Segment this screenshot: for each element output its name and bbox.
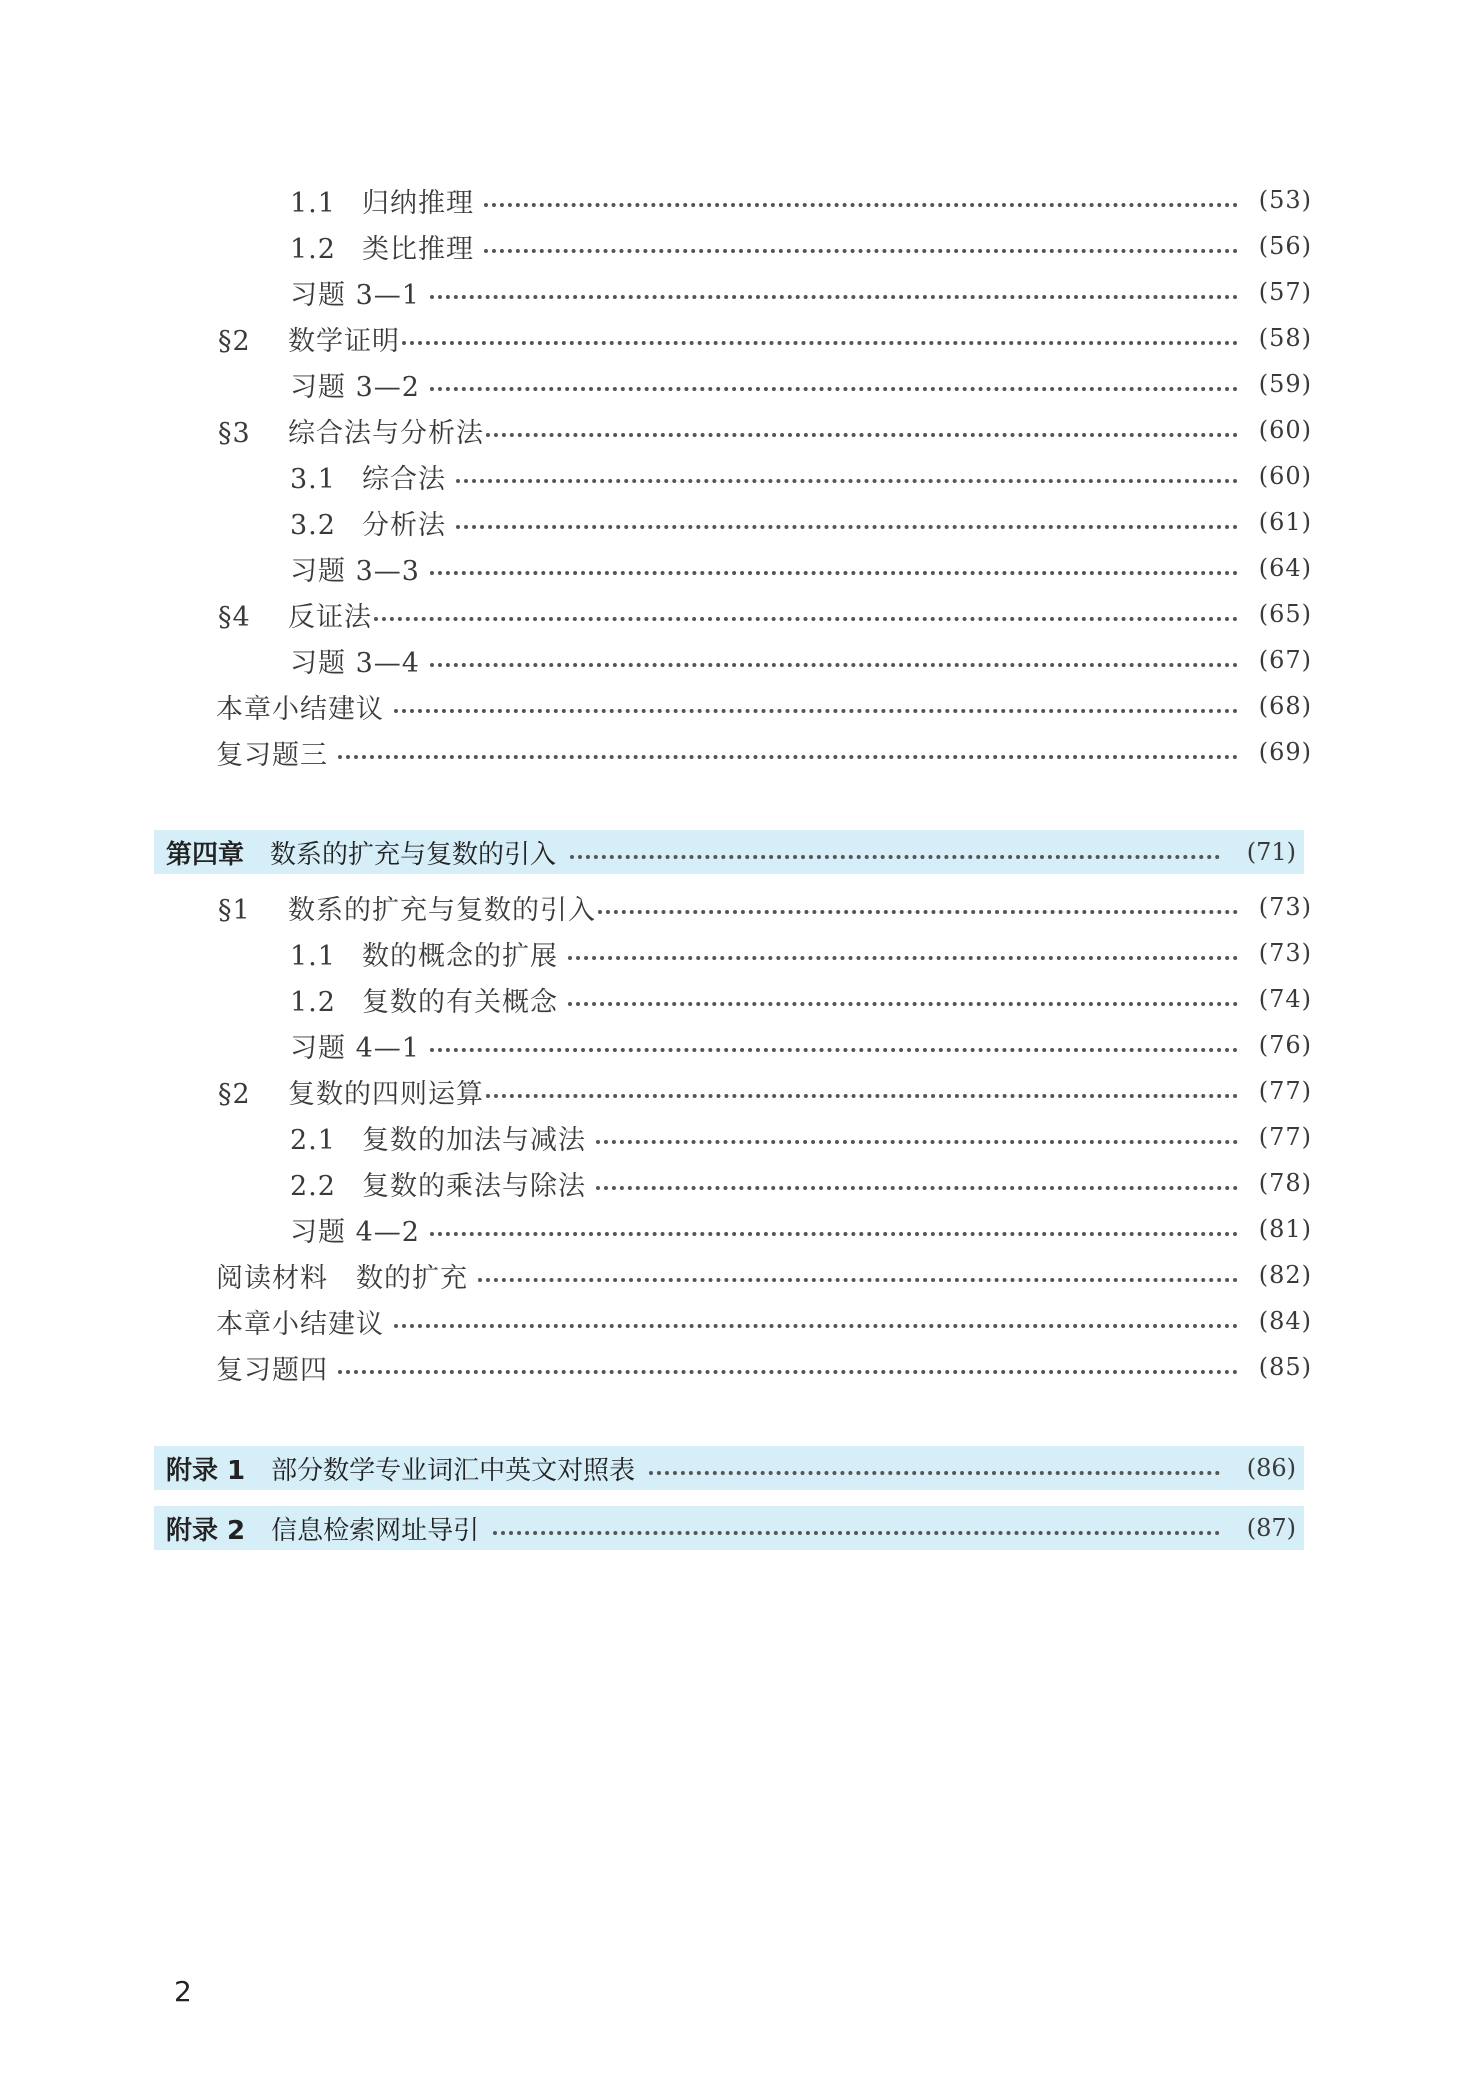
appendix-title: 信息检索网址导引	[271, 1515, 480, 1546]
toc-entry-page: (67)	[1258, 646, 1312, 674]
dot-leader	[484, 247, 1238, 253]
toc-entry-number: 3.1	[290, 463, 336, 495]
toc-entry	[290, 548, 1312, 588]
appendix-page: (86)	[1246, 1454, 1296, 1482]
toc-entry-page: (77)	[1258, 1123, 1312, 1151]
appendix-tag: 附录 1	[166, 1455, 246, 1486]
dot-leader	[486, 431, 1238, 437]
toc-entry-page: (64)	[1258, 554, 1312, 582]
toc-entry-title: 数学证明	[288, 325, 400, 357]
toc-entry-page: (76)	[1258, 1031, 1312, 1059]
dot-leader	[430, 385, 1238, 391]
toc-entry	[216, 686, 1312, 726]
toc-entry	[218, 594, 1312, 634]
toc-entry-page: (74)	[1258, 985, 1312, 1013]
appendix-heading	[154, 1446, 1304, 1490]
toc-entry-title: 习题 3—4	[290, 647, 420, 679]
toc-entry	[290, 456, 1312, 496]
toc-entry	[216, 1301, 1312, 1341]
toc-entry-page: (82)	[1258, 1261, 1312, 1289]
appendix-page: (87)	[1246, 1514, 1296, 1542]
toc-entry-page: (77)	[1258, 1077, 1312, 1105]
toc-entry-title: 本章小结建议	[216, 693, 384, 725]
toc-entry-title: 综合法	[362, 463, 446, 495]
toc-entry	[290, 1117, 1312, 1157]
toc-entry-page: (65)	[1258, 600, 1312, 628]
toc-entry-page: (69)	[1258, 738, 1312, 766]
appendix-title: 部分数学专业词汇中英文对照表	[271, 1455, 636, 1486]
toc-entry-page: (58)	[1258, 324, 1312, 352]
toc-entry-title: 数的概念的扩展	[362, 940, 558, 972]
toc-entry-title: 习题 3—1	[290, 279, 420, 311]
toc-entry-title: 分析法	[362, 509, 446, 541]
toc-entry-page: (57)	[1258, 278, 1312, 306]
dot-leader	[568, 954, 1238, 960]
toc-entry-number: §4	[218, 601, 251, 633]
dot-leader	[394, 707, 1238, 713]
toc-entry-page: (60)	[1258, 462, 1312, 490]
dot-leader	[338, 1368, 1238, 1374]
toc-entry-page: (78)	[1258, 1169, 1312, 1197]
dot-leader	[598, 908, 1238, 914]
chapter-tag: 第四章	[166, 839, 245, 870]
toc-entry-number: 1.1	[290, 187, 336, 219]
toc-entry-title: 类比推理	[362, 233, 474, 265]
toc-entry-title: 反证法	[288, 601, 372, 633]
dot-leader	[394, 1322, 1238, 1328]
dot-leader	[430, 569, 1238, 575]
toc-entry	[290, 1025, 1312, 1065]
dot-leader	[430, 1046, 1238, 1052]
dot-leader	[430, 1230, 1238, 1236]
toc-entry	[218, 1071, 1312, 1111]
toc-entry-number: 2.1	[290, 1124, 336, 1156]
toc-entry	[216, 1255, 1312, 1295]
toc-entry-number: 1.2	[290, 986, 336, 1018]
toc-entry-page: (60)	[1258, 416, 1312, 444]
dot-leader	[649, 1469, 1220, 1475]
dot-leader	[402, 339, 1238, 345]
toc-entry-number: §3	[218, 417, 251, 449]
toc-entry-number: §2	[218, 1078, 251, 1110]
toc-entry	[218, 410, 1312, 450]
toc-entry-title: 复数的加法与减法	[362, 1124, 586, 1156]
toc-entry-title: 阅读材料 数的扩充	[216, 1262, 468, 1294]
toc-entry-page: (61)	[1258, 508, 1312, 536]
toc-entry	[290, 933, 1312, 973]
toc-entry-number: 1.1	[290, 940, 336, 972]
dot-leader	[456, 477, 1238, 483]
toc-entry-title: 习题 3—3	[290, 555, 420, 587]
dot-leader	[493, 1529, 1220, 1535]
appendix-heading	[154, 1506, 1304, 1550]
toc-entry-title: 综合法与分析法	[288, 417, 484, 449]
toc-entry	[290, 1163, 1312, 1203]
toc-entry	[216, 1347, 1312, 1387]
chapter-heading	[154, 830, 1304, 874]
dot-leader	[338, 753, 1238, 759]
toc-entry-page: (68)	[1258, 692, 1312, 720]
chapter-title: 数系的扩充与复数的引入	[270, 839, 557, 870]
toc-entry-page: (73)	[1258, 893, 1312, 921]
toc-entry	[290, 226, 1312, 266]
toc-entry-page: (85)	[1258, 1353, 1312, 1381]
toc-entry	[290, 364, 1312, 404]
toc-entry-title: 习题 4—2	[290, 1216, 420, 1248]
toc-entry-page: (53)	[1258, 186, 1312, 214]
toc-entry-number: §2	[218, 325, 251, 357]
dot-leader	[484, 201, 1238, 207]
dot-leader	[568, 1000, 1238, 1006]
toc-entry	[290, 1209, 1312, 1249]
dot-leader	[430, 293, 1238, 299]
dot-leader	[596, 1138, 1238, 1144]
toc-entry-title: 复习题四	[216, 1354, 328, 1386]
dot-leader	[478, 1276, 1238, 1282]
toc-entry-title: 归纳推理	[362, 187, 474, 219]
toc-entry	[218, 887, 1312, 927]
toc-entry-number: §1	[218, 894, 251, 926]
toc-entry-title: 本章小结建议	[216, 1308, 384, 1340]
dot-leader	[596, 1184, 1238, 1190]
toc-entry-title: 复习题三	[216, 739, 328, 771]
toc-entry-number: 2.2	[290, 1170, 336, 1202]
page-number: 2	[174, 1975, 192, 2008]
toc-entry-page: (59)	[1258, 370, 1312, 398]
toc-entry-number: 3.2	[290, 509, 336, 541]
toc-entry	[290, 502, 1312, 542]
dot-leader	[374, 615, 1238, 621]
toc-entry-page: (56)	[1258, 232, 1312, 260]
dot-leader	[486, 1092, 1238, 1098]
dot-leader	[570, 853, 1220, 859]
toc-entry-page: (81)	[1258, 1215, 1312, 1243]
toc-entry	[290, 979, 1312, 1019]
chapter-page: (71)	[1246, 838, 1296, 866]
toc-entry-title: 复数的乘法与除法	[362, 1170, 586, 1202]
dot-leader	[456, 523, 1238, 529]
toc-entry-page: (73)	[1258, 939, 1312, 967]
toc-entry	[290, 180, 1312, 220]
toc-entry-page: (84)	[1258, 1307, 1312, 1335]
toc-entry	[290, 272, 1312, 312]
toc-entry	[216, 732, 1312, 772]
toc-entry	[290, 640, 1312, 680]
toc-entry	[218, 318, 1312, 358]
toc-entry-title: 复数的有关概念	[362, 986, 558, 1018]
toc-entry-title: 习题 4—1	[290, 1032, 420, 1064]
toc-entry-title: 习题 3—2	[290, 371, 420, 403]
toc-entry-title: 数系的扩充与复数的引入	[288, 894, 596, 926]
appendix-tag: 附录 2	[166, 1515, 246, 1546]
dot-leader	[430, 661, 1238, 667]
toc-entry-number: 1.2	[290, 233, 336, 265]
toc-entry-title: 复数的四则运算	[288, 1078, 484, 1110]
